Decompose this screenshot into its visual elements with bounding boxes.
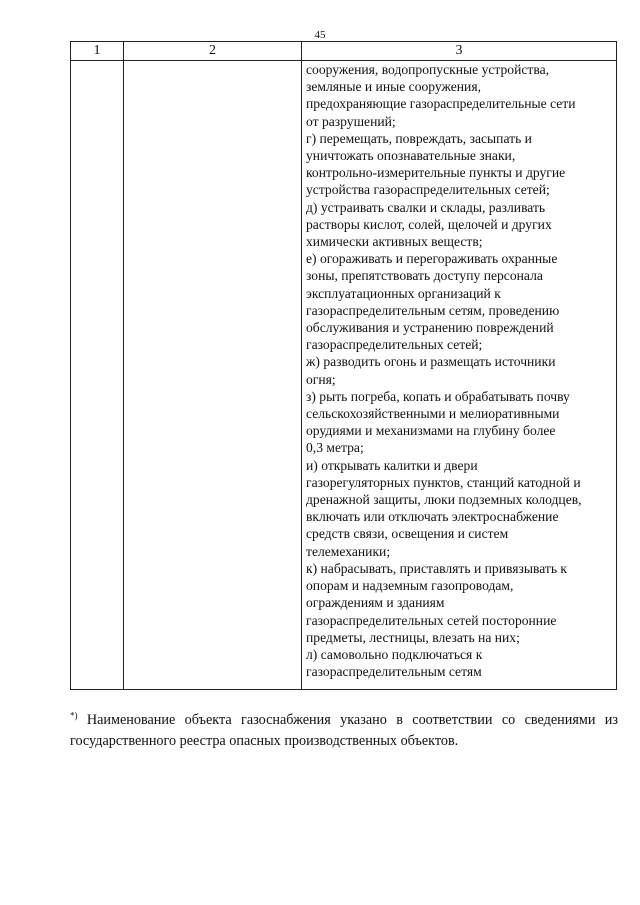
text-line: з) рыть погреба, копать и обрабатывать почву xyxy=(306,388,570,404)
header-col-3: 3 xyxy=(302,42,617,61)
page-number: 45 xyxy=(314,29,326,41)
text-line: химически активных веществ; xyxy=(306,234,483,250)
text-line: контрольно-измерительные пункты и другие xyxy=(306,165,566,181)
text-line: газорегуляторных пунктов, станций катодной и xyxy=(306,474,581,490)
header-col-1: 1 xyxy=(71,42,124,61)
text-line: зоны, препятствовать доступу персонала xyxy=(306,268,543,284)
text-line: газораспределительным сетям, проведению xyxy=(306,302,560,318)
text-line: сельскохозяйственными и мелиоративными xyxy=(306,406,560,422)
table-row xyxy=(71,61,617,690)
text-line: л) самовольно подключаться к xyxy=(306,646,483,662)
table-header-row xyxy=(71,42,617,61)
text-line: включать или отключать электроснабжение xyxy=(306,509,559,525)
text-line: устройства газораспределительных сетей; xyxy=(306,182,550,198)
footnote-marker: *) xyxy=(70,710,78,721)
text-line: средств связи, освещения и систем xyxy=(306,526,509,542)
text-line: телемеханики; xyxy=(306,543,391,559)
footnote xyxy=(70,710,618,752)
text-line: уничтожать опознавательные знаки, xyxy=(306,148,516,164)
text-line: газораспределительным сетям xyxy=(306,664,482,680)
text-line: е) огораживать и перегораживать охранные xyxy=(306,251,558,267)
text-line: и) открывать калитки и двери xyxy=(306,457,478,473)
text-line: к) набрасывать, приставлять и привязывать к xyxy=(306,560,568,576)
requirements-text xyxy=(302,61,616,680)
footnote-text: Наименование объекта газоснабжения указано в соответствии со сведениями из государственного реестра опасных производственных объектов. xyxy=(70,712,619,749)
text-line: эксплуатационных организаций к xyxy=(306,285,501,301)
cell-col-1 xyxy=(71,61,124,690)
text-line: газораспределительных сетей посторонние xyxy=(306,612,557,628)
text-line: от разрушений; xyxy=(306,113,396,129)
text-line: ж) разводить огонь и размещать источники xyxy=(306,354,556,370)
text-line: ограждениям и зданиям xyxy=(306,595,445,611)
text-line: дренажной защиты, люки подземных колодцев, xyxy=(306,492,582,508)
text-line: г) перемещать, повреждать, засыпать и xyxy=(306,130,532,146)
text-line: опорам и надземным газопроводам, xyxy=(306,578,514,594)
text-line: предохраняющие газораспределительные сети xyxy=(306,96,576,112)
text-line: обслуживания и устранению повреждений xyxy=(306,320,554,336)
cell-col-2 xyxy=(124,61,302,690)
text-line: 0,3 метра; xyxy=(306,440,364,456)
header-col-2: 2 xyxy=(124,42,302,61)
text-line: орудиями и механизмами на глубину более xyxy=(306,423,556,439)
document-table xyxy=(70,41,617,690)
cell-col-3 xyxy=(302,61,617,690)
text-line: газораспределительных сетей; xyxy=(306,337,483,353)
text-line: предметы, лестницы, влезать на них; xyxy=(306,629,520,645)
text-line: огня; xyxy=(306,371,336,387)
text-line: сооружения, водопропускные устройства, xyxy=(306,62,550,77)
text-line: д) устраивать свалки и склады, разливать xyxy=(306,199,546,215)
text-line: растворы кислот, солей, щелочей и других xyxy=(306,216,552,232)
text-line: земляные и иные сооружения, xyxy=(306,79,481,95)
